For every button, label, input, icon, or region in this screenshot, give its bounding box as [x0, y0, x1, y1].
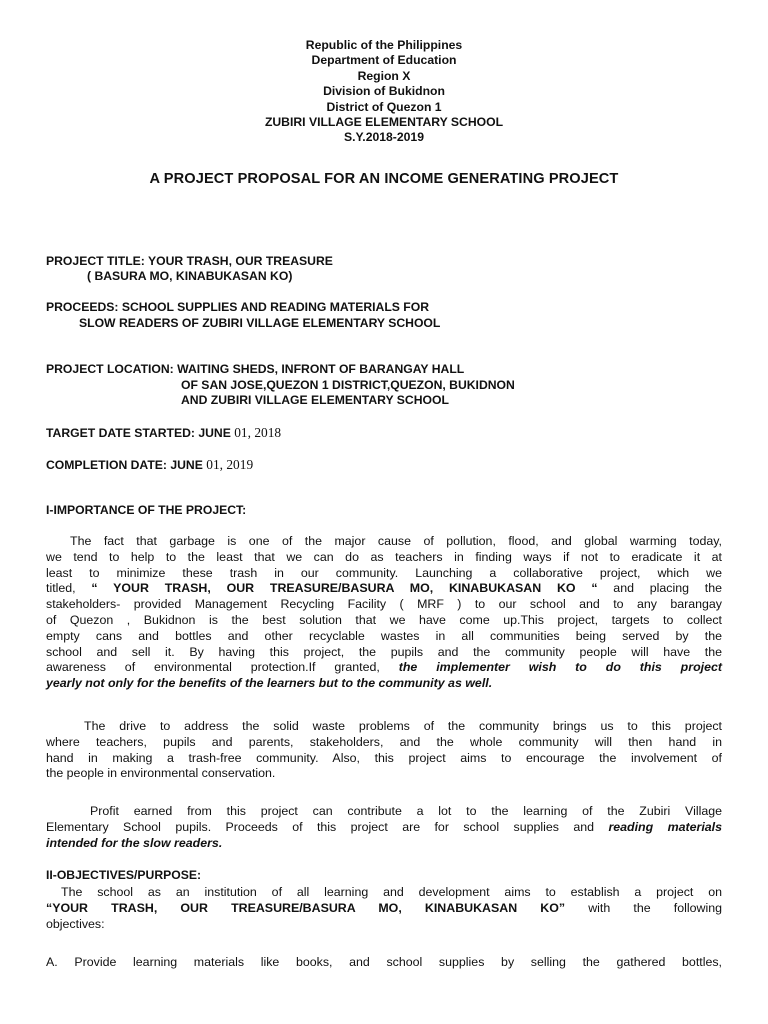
section-2-paragraph-1 — [46, 885, 722, 932]
header-school-year: S.Y.2018-2019 — [344, 130, 424, 145]
section-1-paragraph-1 — [46, 534, 722, 692]
emphasis-text: the implementer wish to do this project — [398, 660, 722, 675]
paragraph-line: objectives: — [46, 916, 105, 931]
project-name-emphasis: “ YOUR TRASH, OUR TREASURE/BASURA MO, KINABUKASAN KO “ — [91, 581, 598, 596]
completion-date — [46, 457, 253, 473]
text-run: Elementary School pupils. Proceeds of this project are for school supplies and — [46, 819, 609, 834]
section-1-paragraph-3 — [46, 804, 722, 851]
text-run: titled, — [46, 581, 92, 596]
text-run: awareness of environmental protection.If granted, — [46, 660, 399, 675]
paragraph-line: The school as an institution of all learning and development aims to establish a project on — [61, 885, 722, 899]
target-date-value: 01, 2018 — [234, 425, 282, 440]
location-line-2: OF SAN JOSE,QUEZON 1 DISTRICT,QUEZON, BUKIDNON — [181, 378, 515, 392]
location-line-3: AND ZUBIRI VILLAGE ELEMENTARY SCHOOL — [181, 393, 449, 407]
proceeds-line-1: PROCEEDS: SCHOOL SUPPLIES AND READING MATERIALS FOR — [46, 300, 430, 314]
paragraph-line — [46, 581, 722, 597]
paragraph-line: least to minimize these trash in our community. Launching a collaborative project, which we — [46, 565, 722, 580]
letterhead — [0, 38, 768, 146]
paragraph-line: hand in making a trash-free community. Also, this project aims to encourage the involvement of — [46, 750, 722, 765]
paragraph-line: stakeholders- provided Management Recycling Facility ( MRF ) to our school and to any barangay — [46, 597, 722, 612]
paragraph-line: A. Provide learning materials like books, and school supplies by selling the gathered bottles, — [46, 955, 722, 969]
section-1-heading: I-IMPORTANCE OF THE PROJECT: — [46, 503, 247, 517]
project-name-emphasis: “YOUR TRASH, OUR TREASURE/BASURA MO, KINABUKASAN KO” — [46, 900, 566, 915]
paragraph-line: the people in environmental conservation. — [46, 766, 276, 781]
paragraph-line: of Quezon , Bukidnon is the best solution that we have come up.This project, targets to collect — [46, 612, 722, 627]
location-line-1: PROJECT LOCATION: WAITING SHEDS, INFRONT OF BARANGAY HALL — [46, 362, 465, 376]
paragraph-line: The fact that garbage is one of the major cause of pollution, flood, and global warming today, — [70, 534, 722, 548]
project-title-line-2: ( BASURA MO, KINABUKASAN KO) — [87, 269, 293, 283]
completion-date-label: COMPLETION DATE: JUNE — [46, 458, 203, 472]
header-republic: Republic of the Philippines — [305, 38, 463, 52]
section-1-paragraph-2 — [46, 719, 722, 782]
text-run: with the following — [565, 900, 722, 915]
header-district: District of Quezon 1 — [326, 99, 442, 114]
paragraph-line — [46, 660, 722, 676]
text-run: and placing the — [597, 581, 722, 596]
paragraph-line: The drive to address the solid waste problems of the community brings us to this project — [84, 719, 722, 733]
target-date — [46, 425, 281, 441]
paragraph-line: Profit earned from this project can contribute a lot to the learning of the Zubiri Village — [90, 804, 722, 818]
emphasis-text: reading materials — [608, 819, 722, 834]
paragraph-line: we tend to help to the least that we can do as teachers in finding ways if not to eradicate it at — [46, 549, 722, 564]
paragraph-line: where teachers, pupils and parents, stakeholders, and the whole community will then hand in — [46, 734, 722, 749]
proceeds-line-2: SLOW READERS OF ZUBIRI VILLAGE ELEMENTARY SCHOOL — [79, 316, 441, 330]
paragraph-line: intended for the slow readers. — [46, 835, 223, 850]
target-date-label: TARGET DATE STARTED: JUNE — [46, 426, 231, 440]
header-division: Division of Bukidnon — [323, 84, 445, 99]
section-2-heading: II-OBJECTIVES/PURPOSE: — [46, 868, 202, 882]
paragraph-line: empty cans and bottles and other recyclable wastes in all communities being served by the — [46, 628, 722, 643]
paragraph-line: school and sell it. By having this project, the pupils and the community people will have the — [46, 644, 722, 659]
document-title: A PROJECT PROPOSAL FOR AN INCOME GENERATING PROJECT — [149, 171, 619, 187]
paragraph-line: yearly not only for the benefits of the learners but to the community as well. — [46, 676, 493, 691]
project-title-line-1: PROJECT TITLE: YOUR TRASH, OUR TREASURE — [46, 254, 333, 268]
paragraph-line — [46, 901, 722, 917]
header-department: Department of Education — [311, 53, 457, 68]
objective-a — [46, 955, 722, 971]
header-region: Region X — [357, 68, 411, 83]
completion-date-value: 01, 2019 — [206, 457, 254, 472]
paragraph-line — [46, 820, 722, 836]
header-school: ZUBIRI VILLAGE ELEMENTARY SCHOOL — [264, 115, 504, 130]
